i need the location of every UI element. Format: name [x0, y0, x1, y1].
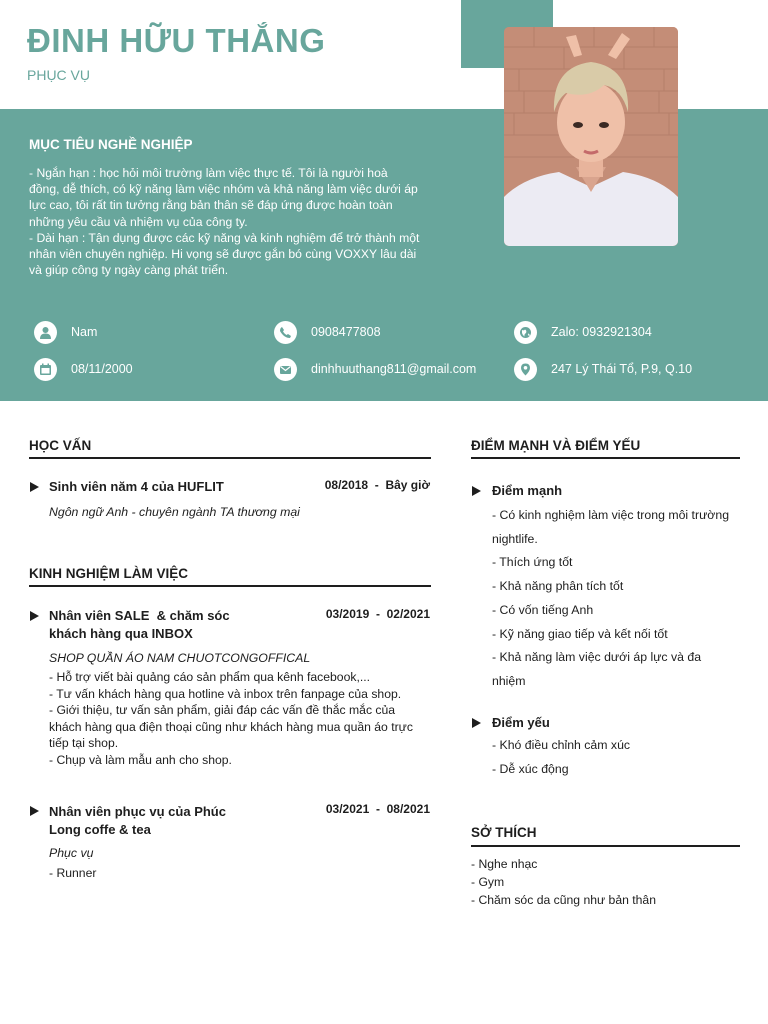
job-date — [300, 607, 430, 621]
job-title — [49, 803, 299, 839]
education-detail: Ngôn ngữ Anh - chuyên ngành TA thương mại — [49, 505, 300, 519]
hobbies-divider — [471, 845, 740, 847]
globe-icon — [514, 321, 537, 344]
hobbies-list — [471, 855, 656, 909]
strong-item: nhiệm — [492, 673, 526, 688]
job-description — [49, 865, 96, 882]
objective-line: đồng, dễ thích, có kỹ năng làm việc nhóm và khả năng làm việc dưới áp — [29, 182, 418, 197]
job-description-line: tiếp tại shop. — [49, 736, 119, 750]
contact-gender — [34, 320, 97, 344]
strong-item: - Khả năng làm việc dưới áp lực và đa — [492, 650, 702, 665]
job-description-line: - Runner — [49, 866, 97, 880]
objective-line: nhân viên chuyên nghiệp. Hi vọng sẽ được gắn bó cùng VOXXY lâu dài — [29, 247, 417, 262]
contact-email[interactable] — [274, 357, 476, 381]
zalo-text: Zalo: 0932921304 — [551, 325, 652, 339]
job-title-line: Nhân viên phục vụ của Phúc — [49, 804, 226, 819]
job-description-line: khách hàng qua điện thoại cũng như khách hàng mua quần áo trực — [49, 719, 413, 734]
objective-line: những yêu cầu và nhiệm vụ của công ty. — [29, 214, 248, 229]
strengths-divider — [471, 457, 740, 459]
date-separator: - — [374, 478, 379, 492]
job-title-line: Nhân viên SALE & chăm sóc — [49, 608, 230, 623]
date-from: 03/2021 — [325, 802, 370, 816]
education-title: HỌC VẤN — [29, 438, 92, 453]
job-description-line: - Tư vấn khách hàng qua hotline và inbox trên fanpage của shop. — [49, 686, 402, 701]
birthday-text: 08/11/2000 — [71, 362, 133, 376]
phone-text: 0908477808 — [311, 325, 381, 339]
job-title — [49, 607, 299, 643]
job-company: Phục vụ — [49, 846, 94, 860]
hobby-item: - Gym — [471, 875, 505, 889]
strong-item: - Có kinh nghiệm làm việc trong môi trường — [492, 508, 730, 522]
weak-item: - Khó điều chỉnh cảm xúc — [492, 738, 631, 752]
contact-address — [514, 357, 692, 381]
job-description-line: - Chụp và làm mẫu anh cho shop. — [49, 752, 232, 767]
objective-line: - Dài hạn : Tận dụng được các kỹ năng và kinh nghiệm để trở thành một — [29, 230, 420, 245]
strong-label: Điểm mạnh — [492, 483, 563, 498]
strong-item: - Thích ứng tốt — [492, 555, 573, 570]
objective-text — [29, 165, 439, 278]
education-name: Sinh viên năm 4 của HUFLIT — [49, 479, 224, 494]
date-separator: - — [375, 802, 380, 816]
strong-list — [492, 504, 729, 694]
envelope-icon — [274, 358, 297, 381]
objective-line: - Ngắn hạn : học hỏi môi trường làm việc thực tế. Tôi là người hoà — [29, 166, 388, 180]
strong-item: - Có vốn tiếng Anh — [492, 602, 594, 617]
phone-icon — [274, 321, 297, 344]
weak-list — [492, 734, 630, 781]
profile-photo — [504, 27, 678, 246]
weak-label: Điểm yếu — [492, 715, 550, 730]
date-separator: - — [375, 607, 380, 621]
job-description-line: - Giới thiệu, tư vấn sản phẩm, giải đáp các vấn đề thắc mắc của — [49, 703, 396, 717]
contact-birthday — [34, 357, 133, 381]
bullet-triangle-icon — [30, 806, 39, 816]
date-from: 08/2018 — [324, 478, 369, 492]
objective-title: MỤC TIÊU NGHỀ NGHIỆP — [29, 137, 193, 152]
contact-phone[interactable] — [274, 320, 381, 344]
address-text: 247 Lý Thái Tổ, P.9, Q.10 — [551, 362, 693, 376]
calendar-icon — [34, 358, 57, 381]
bullet-triangle-icon — [30, 611, 39, 621]
experience-divider — [29, 585, 431, 587]
education-divider — [29, 457, 431, 459]
gender-text: Nam — [71, 325, 98, 339]
weak-item: - Dễ xúc động — [492, 761, 569, 776]
job-title-line: khách hàng qua INBOX — [49, 626, 193, 641]
job-description — [49, 669, 413, 768]
objective-line: và giúp công ty ngày càng phát triển. — [29, 263, 229, 278]
job-company: SHOP QUẦN ÁO NAM CHUOTCONGOFFICAL — [49, 651, 311, 665]
date-to: Bây giờ — [385, 478, 430, 492]
strong-item: - Khả năng phân tích tốt — [492, 579, 624, 594]
bullet-triangle-icon — [30, 482, 39, 492]
strengths-title: ĐIỂM MẠNH VÀ ĐIỂM YẾU — [471, 438, 641, 453]
hobbies-title: SỞ THÍCH — [471, 825, 537, 840]
hobby-item: - Nghe nhạc — [471, 857, 538, 871]
job-date — [300, 802, 430, 816]
user-icon — [34, 321, 57, 344]
date-to: 08/2021 — [386, 802, 430, 816]
email-text: dinhhuuthang811@gmail.com — [311, 362, 477, 376]
date-from: 03/2019 — [325, 607, 370, 621]
map-pin-icon — [514, 358, 537, 381]
objective-line: lực cao, tôi rất tin tưởng rằng bản thân sẽ đáp ứng được hoàn toàn — [29, 198, 393, 213]
job-description-line: - Hỗ trợ viết bài quảng cáo sản phẩm qua kênh facebook,... — [49, 670, 370, 684]
bullet-triangle-icon — [472, 486, 481, 496]
experience-title: KINH NGHIỆM LÀM VIỆC — [29, 566, 189, 581]
strong-item: nightlife. — [492, 531, 538, 546]
candidate-name: ĐINH HỮU THẮNG — [27, 22, 326, 59]
contact-zalo[interactable] — [514, 320, 652, 344]
hobby-item: - Chăm sóc da cũng như bản thân — [471, 893, 656, 907]
bullet-triangle-icon — [472, 718, 481, 728]
education-date — [300, 478, 430, 492]
candidate-role: PHỤC VỤ — [27, 67, 91, 83]
job-title-line: Long coffe & tea — [49, 822, 151, 837]
strong-item: - Kỹ năng giao tiếp và kết nối tốt — [492, 626, 668, 641]
date-to: 02/2021 — [386, 607, 430, 621]
